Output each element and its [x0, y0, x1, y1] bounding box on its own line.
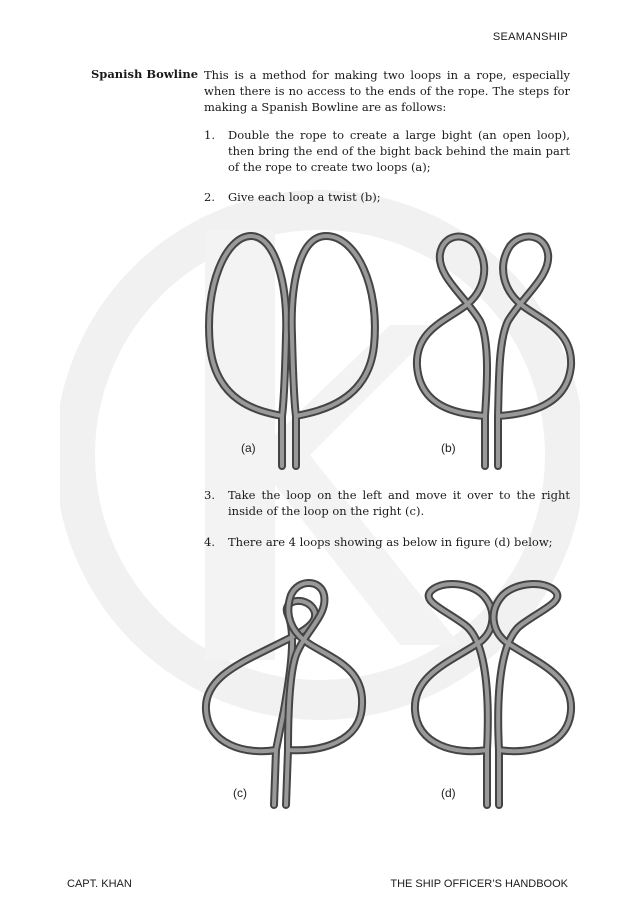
step-number: 1.: [204, 128, 215, 142]
figure-b-caption: (b): [441, 441, 456, 455]
figure-c-caption: (c): [233, 786, 247, 800]
intro-paragraph: This is a method for making two loops in a rope, especially when there is no access to the ends of the rope. The steps for making a Spanish Bowline are as follows:: [204, 68, 570, 114]
figure-a-caption: (a): [241, 441, 256, 455]
figure-b-twisted-loops: [405, 226, 585, 471]
footer-author: CAPT. KHAN: [67, 878, 132, 890]
step-text: Take the loop on the left and move it over to the right inside of the loop on the right (c).: [228, 488, 570, 518]
step-3: [204, 487, 570, 519]
step-text: Double the rope to create a large bight (an open loop), then bring the end of the bight back behind the main part of the rope to create two loops (a);: [228, 128, 570, 174]
figure-c-loop-moved: [196, 570, 376, 810]
figure-d-caption: (d): [441, 786, 456, 800]
running-header: SEAMANSHIP: [492, 31, 568, 43]
step-1: [204, 127, 570, 175]
step-text: Give each loop a twist (b);: [228, 190, 381, 204]
step-number: 2.: [204, 190, 215, 204]
step-number: 3.: [204, 488, 215, 502]
footer-book-title: THE SHIP OFFICER’S HANDBOOK: [390, 878, 568, 890]
step-2: [204, 189, 570, 205]
step-4: [204, 534, 570, 550]
step-text: There are 4 loops showing as below in figure (d) below;: [228, 535, 553, 549]
step-number: 4.: [204, 535, 215, 549]
section-title: Spanish Bowline: [91, 67, 199, 81]
figure-a-two-loops: [196, 226, 396, 471]
figure-d-four-loops: [405, 570, 585, 810]
